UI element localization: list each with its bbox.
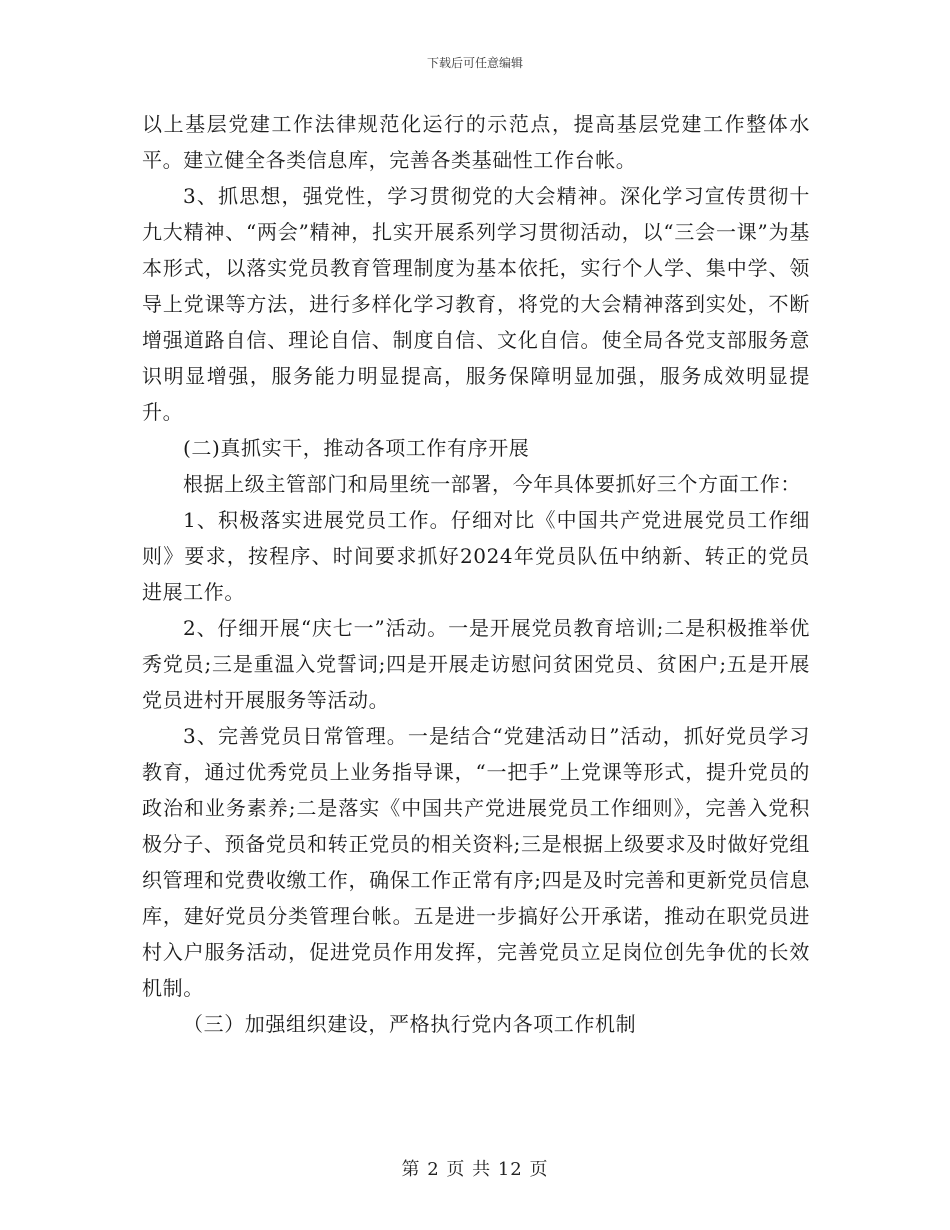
paragraph-3: 根据上级主管部门和局里统一部署，今年具体要抓好三个方面工作： — [183, 472, 801, 496]
section-heading-2: (二)真抓实干，推动各项工作有序开展 — [183, 436, 530, 460]
page-footer: 第 2 页 共 12 页 — [401, 1159, 549, 1180]
document-body — [142, 106, 810, 1042]
paragraph-6: 3、完善党员日常管理。一是结合“党建活动日”活动，抓好党员学习教育，通过优秀党员上业务指导课，“一把手”上党课等形式，提升党员的政治和业务素养;二是落实《中国共产党进展党员工作细则》，完善入党积极分子、预备党员和转正党员的相关资料;三是根据上级要求及时做好党组织管理和党费收缴工作，确保工作正常有序;四是及时完善和更新党员信息库，建好党员分类管理台帐。五是进一步搞好公开承诺，推动在职党员进村入户服务活动，促进党员作用发挥，完善党员立足岗位创先争优的长效机制。 — [142, 724, 810, 1000]
page-header: 下载后可任意编辑 — [426, 56, 523, 70]
paragraph-2: 3、抓思想，强党性，学习贯彻党的大会精神。深化学习宣传贯彻十九大精神、“两会”精神，扎实开展系列学习贯彻活动，以“三会一课”为基本形式，以落实党员教育管理制度为基本依托，实行个人学、集中学、领导上党课等方法，进行多样化学习教育，将党的大会精神落到实处，不断增强道路自信、理论自信、制度自信、文化自信。使全局各党支部服务意识明显增强，服务能力明显提高，服务保障明显加强，服务成效明显提升。 — [142, 184, 810, 424]
section-heading-3: （三）加强组织建设，严格执行党内各项工作机制 — [183, 1012, 637, 1036]
paragraph-4: 1、积极落实进展党员工作。仔细对比《中国共产党进展党员工作细则》要求，按程序、时间要求抓好2024年党员队伍中纳新、转正的党员进展工作。 — [142, 508, 810, 604]
paragraph-5: 2、仔细开展“庆七一”活动。一是开展党员教育培训;二是积极推举优秀党员;三是重温入党誓词;四是开展走访慰问贫困党员、贫困户;五是开展党员进村开展服务等活动。 — [142, 616, 810, 712]
paragraph-1: 以上基层党建工作法律规范化运行的示范点，提高基层党建工作整体水平。建立健全各类信息库，完善各类基础性工作台帐。 — [142, 112, 810, 172]
